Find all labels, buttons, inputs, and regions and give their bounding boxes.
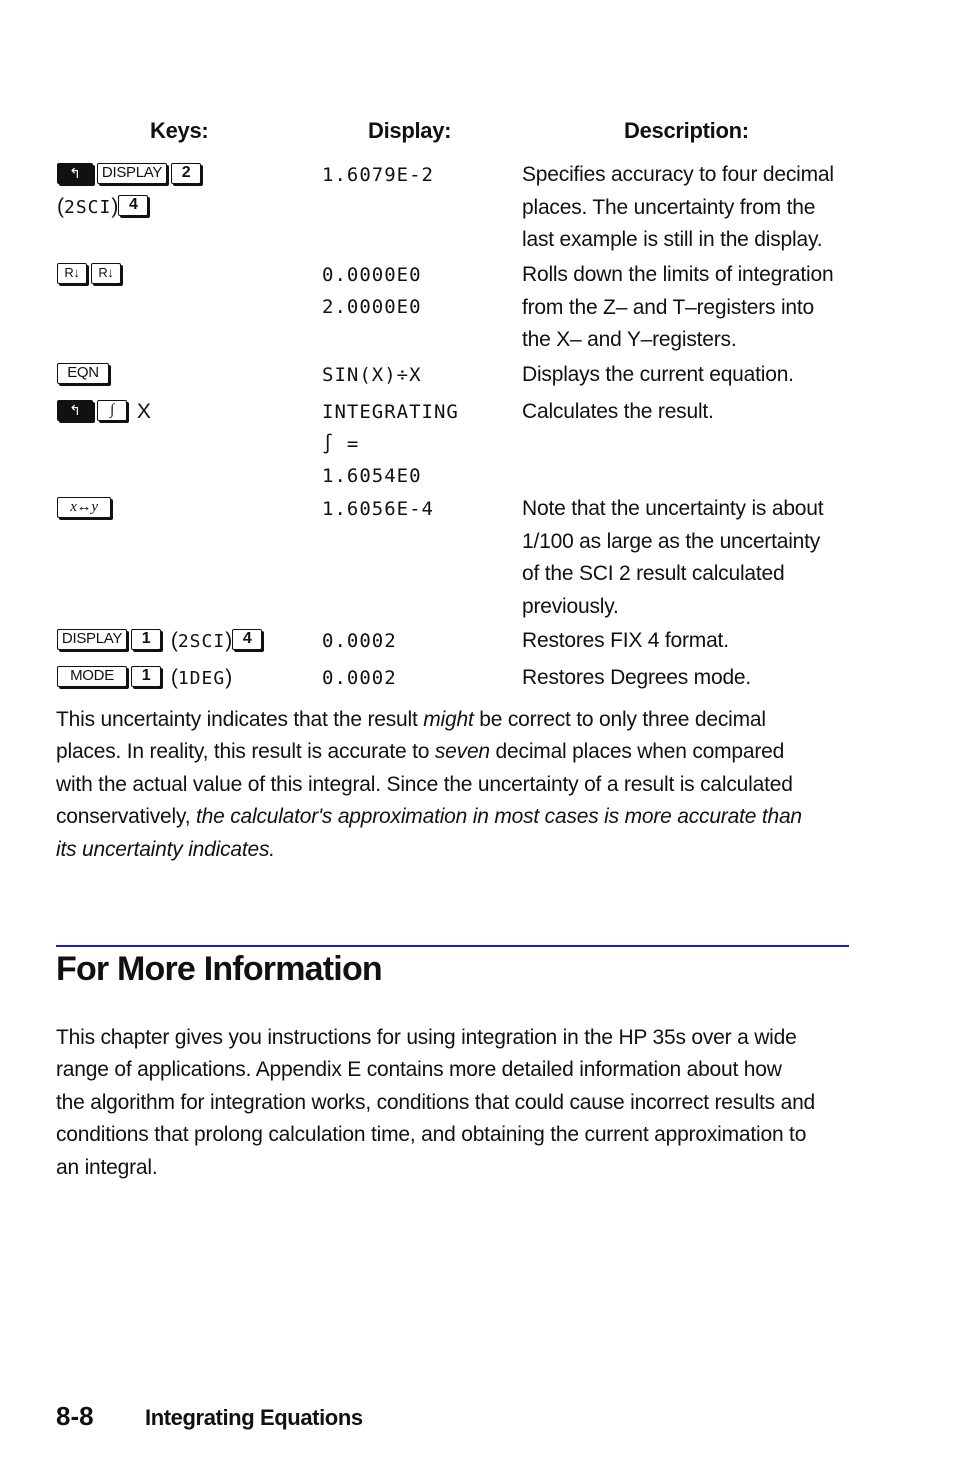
paragraph-line (56, 834, 856, 866)
menu-option: 1DEG (177, 668, 226, 689)
variable-key: X (136, 400, 151, 423)
description-line: Restores Degrees mode. (522, 666, 752, 689)
paragraph-line: range of applications. Appendix E contains more detailed information about how (56, 1058, 782, 1082)
text-run: places. In reality, this result is accurate to (56, 740, 435, 764)
emphasis-text: the calculator's approximation in most cases is more accurate than (195, 805, 802, 829)
description-cell (522, 159, 852, 257)
display-text: 1.6054E0 (322, 465, 422, 487)
display-key: DISPLAY (57, 629, 127, 650)
description-cell (522, 359, 852, 392)
keys-cell (57, 259, 307, 291)
display-cell (322, 625, 512, 657)
paragraph-line (56, 801, 856, 833)
mode-key: MODE (57, 666, 127, 687)
open-paren: ( (170, 629, 178, 652)
paragraph-line: This chapter gives you instructions for using integration in the HP 35s over a wide (56, 1026, 797, 1049)
description-line: places. The uncertainty from the (522, 195, 816, 219)
page-number: 8-8 (56, 1401, 94, 1431)
keys-cell (57, 359, 307, 391)
keys-cell (57, 396, 307, 428)
description-line: Calculates the result. (522, 400, 714, 423)
description-cell (522, 662, 852, 695)
keys-column-header: Keys: (150, 118, 209, 143)
display-column-header: Display: (368, 118, 452, 143)
close-paren: ) (111, 195, 119, 218)
display-cell (322, 493, 512, 525)
roll-down-key-icon: R↓ (57, 263, 87, 284)
description-line: Rolls down the limits of integration (522, 263, 834, 286)
text-run: conservatively, (56, 805, 196, 829)
text-run: This uncertainty indicates that the result (56, 708, 424, 731)
description-line: Restores FIX 4 format. (522, 629, 729, 652)
display-text: 1.6056E-4 (322, 498, 434, 520)
description-line: previously. (522, 594, 619, 618)
close-paren: ) (225, 629, 233, 652)
display-text: 1.6079E-2 (322, 164, 434, 186)
menu-option: 2SCI (177, 631, 226, 652)
open-paren: ( (170, 666, 178, 689)
section-paragraph (56, 1022, 856, 1184)
swap-xy-key-icon: x↔y (57, 497, 111, 518)
display-cell (322, 396, 512, 492)
display-text: SIN(X)÷X (322, 364, 422, 386)
text-run: decimal places when compared (489, 740, 785, 764)
description-cell (522, 259, 852, 357)
display-cell (322, 359, 512, 391)
description-line: Displays the current equation. (522, 363, 794, 386)
emphasis-text: its uncertainty indicates. (56, 837, 275, 861)
description-column-header: Description: (624, 118, 749, 143)
keys-cell (57, 662, 307, 695)
emphasis-text: might (423, 708, 474, 731)
roll-down-key-icon: R↓ (91, 263, 121, 284)
display-key: DISPLAY (97, 163, 167, 184)
display-text: ∫ = (322, 433, 360, 455)
keys-cell (57, 159, 307, 224)
eqn-key: EQN (57, 363, 109, 384)
paragraph-line (56, 736, 856, 768)
description-cell (522, 625, 852, 658)
uncertainty-paragraph (56, 704, 856, 866)
paragraph-line: conditions that prolong calculation time, and obtaining the current approximation to (56, 1123, 807, 1147)
number-key: 2 (171, 163, 201, 184)
description-cell (522, 493, 852, 623)
open-paren: ( (57, 195, 64, 218)
menu-option: 2SCI (64, 197, 112, 218)
display-text: 2.0000E0 (322, 296, 422, 318)
chapter-title: Integrating Equations (145, 1405, 363, 1430)
paragraph-line: the algorithm for integration works, conditions that could cause incorrect results and (56, 1090, 816, 1114)
description-cell (522, 396, 852, 429)
number-key: 1 (131, 666, 161, 687)
emphasis-text: seven (434, 740, 490, 764)
display-text: 0.0002 (322, 630, 397, 652)
display-text: 0.0000E0 (322, 264, 422, 286)
integral-key-icon: ∫ (97, 400, 127, 421)
text-run: be correct to only three decimal (473, 708, 766, 731)
left-shift-key-icon: ↰ (57, 400, 93, 421)
keys-cell (57, 493, 307, 525)
description-line: 1/100 as large as the uncertainty (522, 529, 821, 553)
description-line: last example is still in the display. (522, 228, 823, 251)
paragraph-line: an integral. (56, 1155, 158, 1179)
description-line: of the SCI 2 result calculated (522, 562, 785, 585)
display-cell (322, 159, 512, 191)
section-title: For More Information (56, 950, 382, 988)
display-text: 0.0002 (322, 667, 397, 689)
description-line: Specifies accuracy to four decimal (522, 163, 834, 186)
paragraph-line: with the actual value of this integral. Since the uncertainty of a result is calculated (56, 772, 793, 796)
number-key: 4 (118, 195, 148, 216)
close-paren: ) (225, 666, 233, 689)
number-key: 4 (232, 629, 262, 650)
paragraph-line (56, 704, 856, 736)
display-text: INTEGRATING (322, 401, 459, 423)
description-line: the X– and Y–registers. (522, 328, 737, 351)
left-shift-key-icon: ↰ (57, 163, 93, 184)
keys-cell (57, 625, 307, 658)
display-cell (322, 662, 512, 694)
display-cell (322, 259, 512, 323)
section-rule (56, 945, 849, 947)
number-key: 1 (131, 629, 161, 650)
description-line: from the Z– and T–registers into (522, 295, 815, 319)
description-line: Note that the uncertainty is about (522, 497, 824, 520)
